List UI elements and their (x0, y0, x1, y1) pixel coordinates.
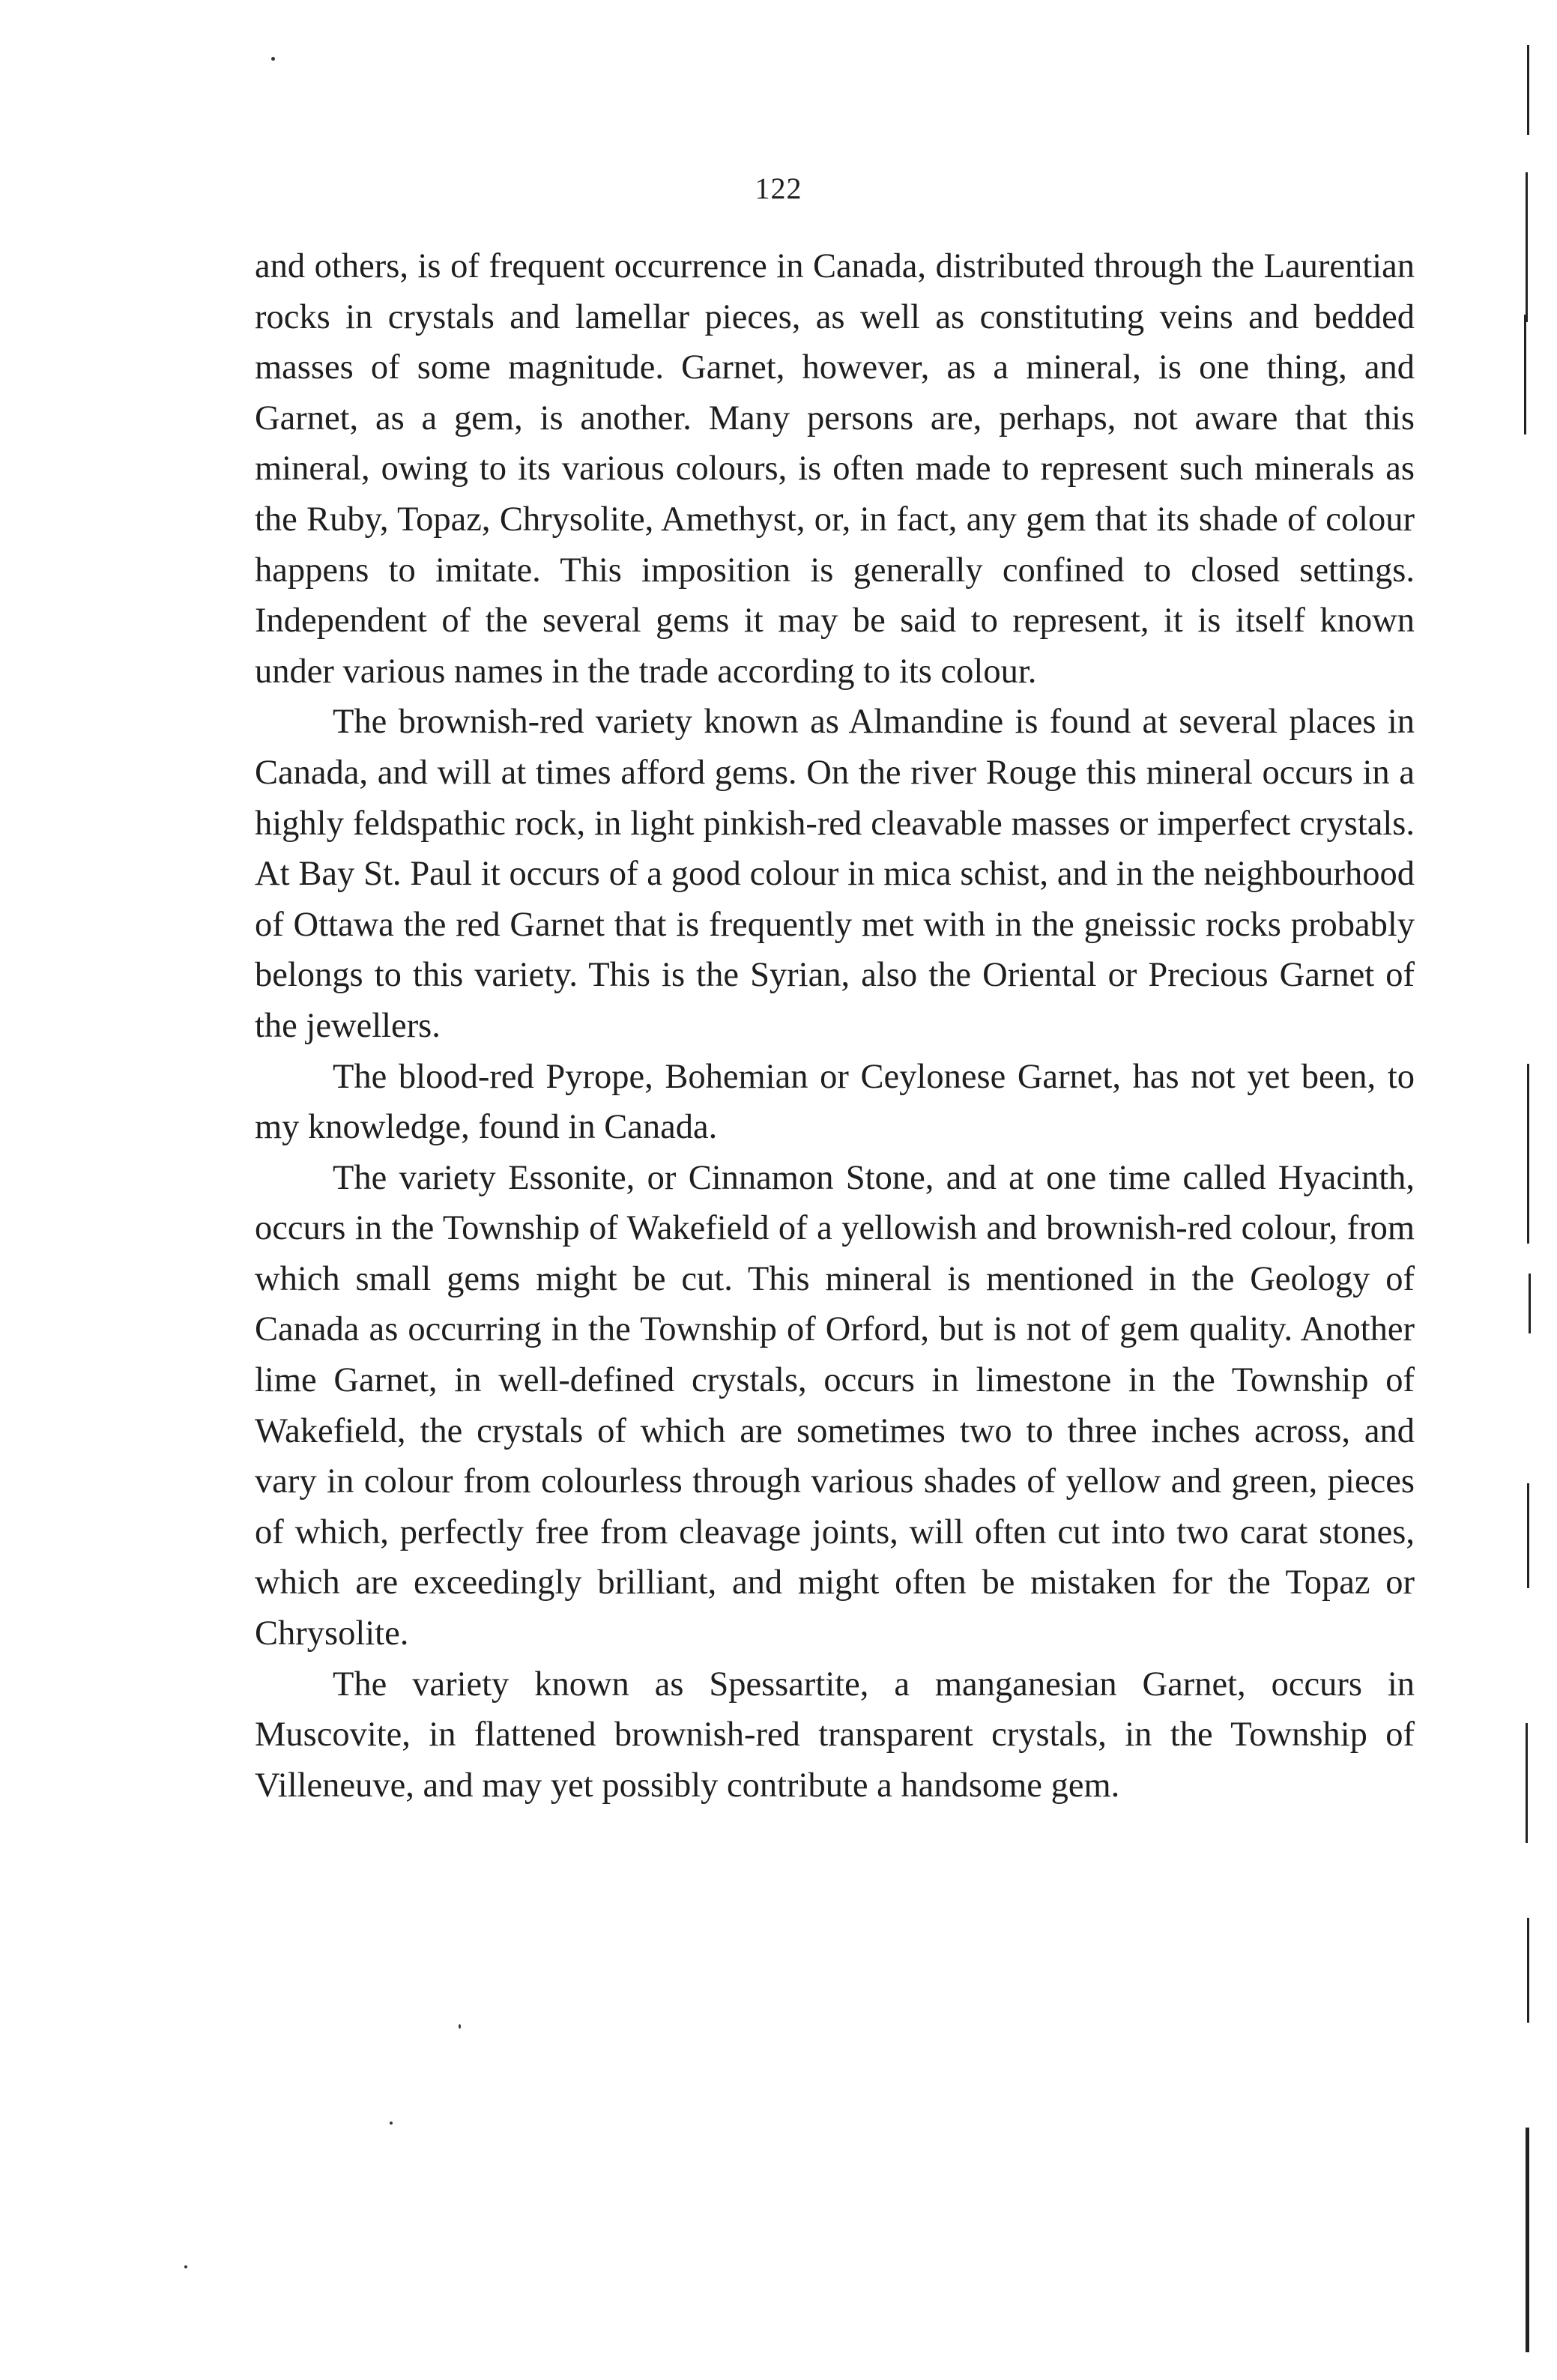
paragraph-4: The variety Essonite, or Cinnamon Stone, and at one time called Hyacinth, occurs in the Township of Wakefield of a yellowish and brownish-red colour, from which small gems might be cut. This mineral is mentioned in the Geology of Canada as occurring in the Township of Orford, but is not of gem quality. Another lime Garnet, in well-defined crystals, occurs in limestone in the Township of Wakefield, the crystals of which are sometimes two to three inches across, and vary in colour from colourless through various shades of yellow and green, pieces of which, perfectly free from cleavage joints, will often cut into two carat stones, which are exceedingly brilliant, and might often be mistaken for the Topaz or Chrysolite. (255, 1158, 1415, 1653)
paragraph-3: The blood-red Pyrope, Bohemian or Ceylonese Garnet, has not yet been, to my knowledge, found in Canada. (255, 1057, 1415, 1147)
scan-speck (271, 57, 275, 61)
scan-edge-mark (1527, 45, 1529, 135)
scan-speck (459, 2024, 461, 2029)
paragraph-2: The brownish-red variety known as Almandine is found at several places in Canada, and will at times afford gems. On the river Rouge this mineral occurs in a highly feldspathic rock, in light pinkish-red cleavable masses or imperfect crystals. At Bay St. Paul it occurs of a good colour in mica schist, and in the neighbourhood of Ottawa the red Garnet that is frequently met with in the gneissic rocks probably belongs to this variety. This is the Syrian, also the Oriental or Precious Garnet of the jewellers. (255, 703, 1415, 1045)
scan-speck (184, 2265, 187, 2268)
scan-edge-mark (1526, 1723, 1528, 1843)
scan-edge-artifacts (1497, 0, 1557, 2380)
page-number: 122 (755, 172, 802, 205)
scan-edge-mark (1526, 172, 1528, 322)
scan-edge-mark (1526, 2128, 1529, 2352)
scan-edge-mark (1524, 315, 1526, 434)
scan-edge-mark (1527, 1918, 1529, 2023)
scan-speck (390, 2122, 393, 2125)
scan-edge-mark (1527, 1064, 1529, 1244)
body-text (255, 241, 1415, 1811)
scan-edge-mark (1527, 1483, 1529, 1588)
paragraph-5: The variety known as Spessartite, a manganesian Garnet, occurs in Muscovite, in flattened brownish-red transparent crystals, in the Township of Villeneuve, and may yet possibly contribute a handsome gem. (255, 1665, 1415, 1805)
paragraph-1: and others, is of frequent occurrence in Canada, distributed through the Laurentian rocks in crystals and lamellar pieces, as well as constituting veins and bedded masses of some magnitude. Garnet, however, as a mineral, is one thing, and Garnet, as a gem, is another. Many persons are, perhaps, not aware that this mineral, owing to its various colours, is often made to represent such minerals as the Ruby, Topaz, Chrysolite, Amethyst, or, in fact, any gem that its shade of colour happens to imitate. This imposition is generally confined to closed settings. Independent of the several gems it may be said to represent, it is itself known under various names in the trade according to its colour. (255, 247, 1415, 691)
scan-edge-mark (1529, 1274, 1531, 1333)
